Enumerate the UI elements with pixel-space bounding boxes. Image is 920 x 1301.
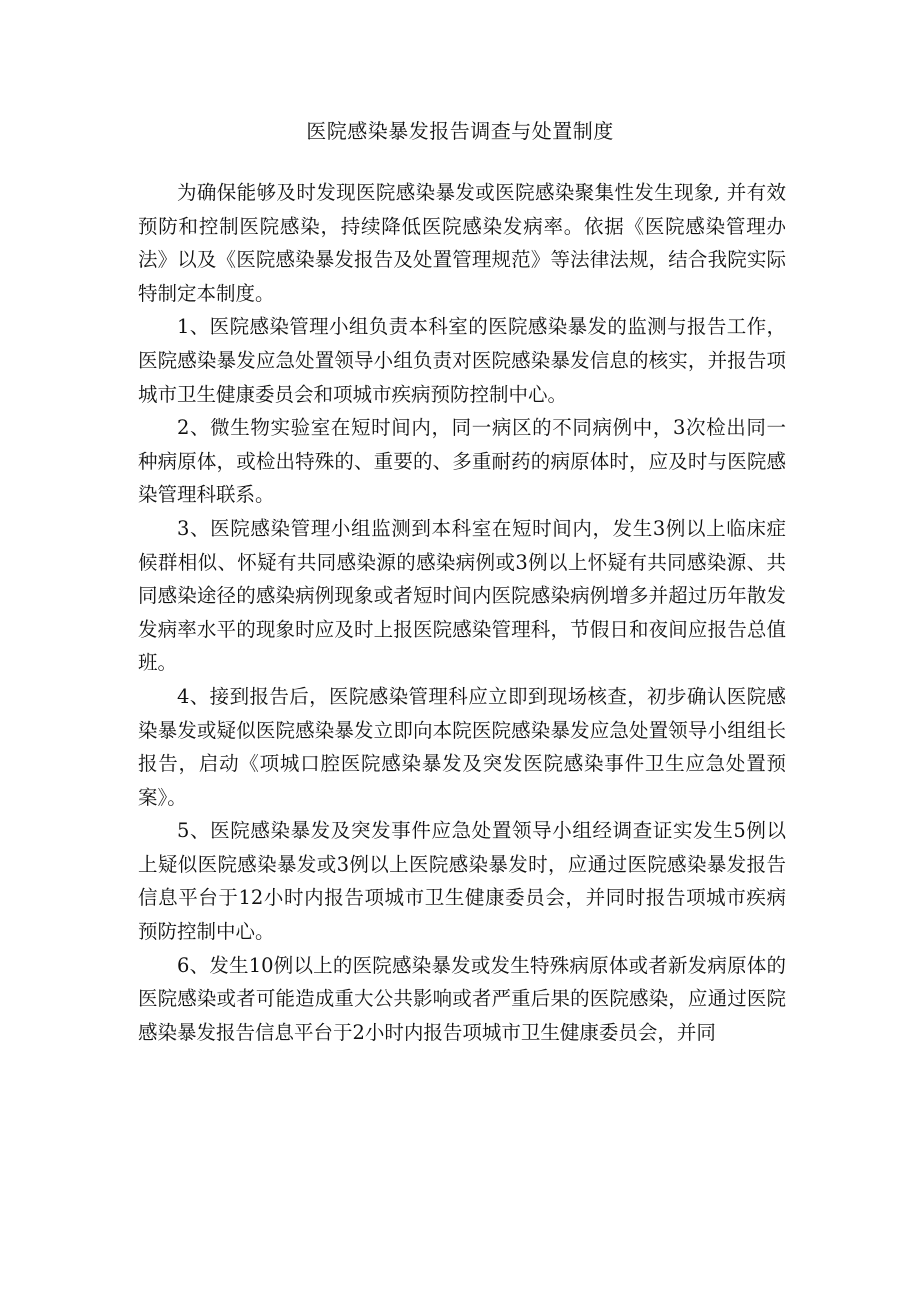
- paragraph-item-5: 5、医院感染暴发及突发事件应急处置领导小组经调查证实发生5例以上疑似医院感染暴发或3例以上医院感染暴发时，应通过医院感染暴发报告信息平台于12小时内报告项城市卫生健康委员会，并同时报告项城市疾病预防控制中心。: [138, 819, 786, 944]
- paragraph-item-3: 3、医院感染管理小组监测到本科室在短时间内，发生3例以上临床症候群相似、怀疑有共同感染源的感染病例或3例以上怀疑有共同感染源、共同感染途径的感染病例现象或者短时间内医院感染病例增多并超过历年散发发病率水平的现象时应及时上报医院感染管理科，节假日和夜间应报告总值班。: [138, 516, 786, 675]
- paragraph-item-2: 2、微生物实验室在短时间内，同一病区的不同病例中，3次检出同一种病原体，或检出特殊的、重要的、多重耐药的病原体时，应及时与医院感染管理科联系。: [138, 416, 786, 507]
- paragraph-item-4: 4、接到报告后，医院感染管理科应立即到现场核查，初步确认医院感染暴发或疑似医院感染暴发立即向本院医院感染暴发应急处置领导小组组长报告，启动《项城口腔医院感染暴发及突发医院感染事件卫生应急处置预案》。: [138, 684, 786, 809]
- paragraph-item-1: 1、医院感染管理小组负责本科室的医院感染暴发的监测与报告工作，医院感染暴发应急处置领导小组负责对医院感染暴发信息的核实，并报告项城市卫生健康委员会和项城市疾病预防控制中心。: [138, 315, 786, 406]
- document-title: 医院感染暴发报告调查与处置制度: [306, 119, 614, 143]
- document-body: [138, 176, 786, 1049]
- paragraph-item-6: 6、发生10例以上的医院感染暴发或发生特殊病原体或者新发病原体的医院感染或者可能造成重大公共影响或者严重后果的医院感染，应通过医院感染暴发报告信息平台于2小时内报告项城市卫生健康委员会，并同: [138, 953, 786, 1044]
- paragraph-intro: 为确保能够及时发现医院感染暴发或医院感染聚集性发生现象, 并有效预防和控制医院感染，持续降低医院感染发病率。依据《医院感染管理办法》以及《医院感染暴发报告及处置管理规范》等法律法规，结合我院实际特制定本制度。: [138, 181, 786, 305]
